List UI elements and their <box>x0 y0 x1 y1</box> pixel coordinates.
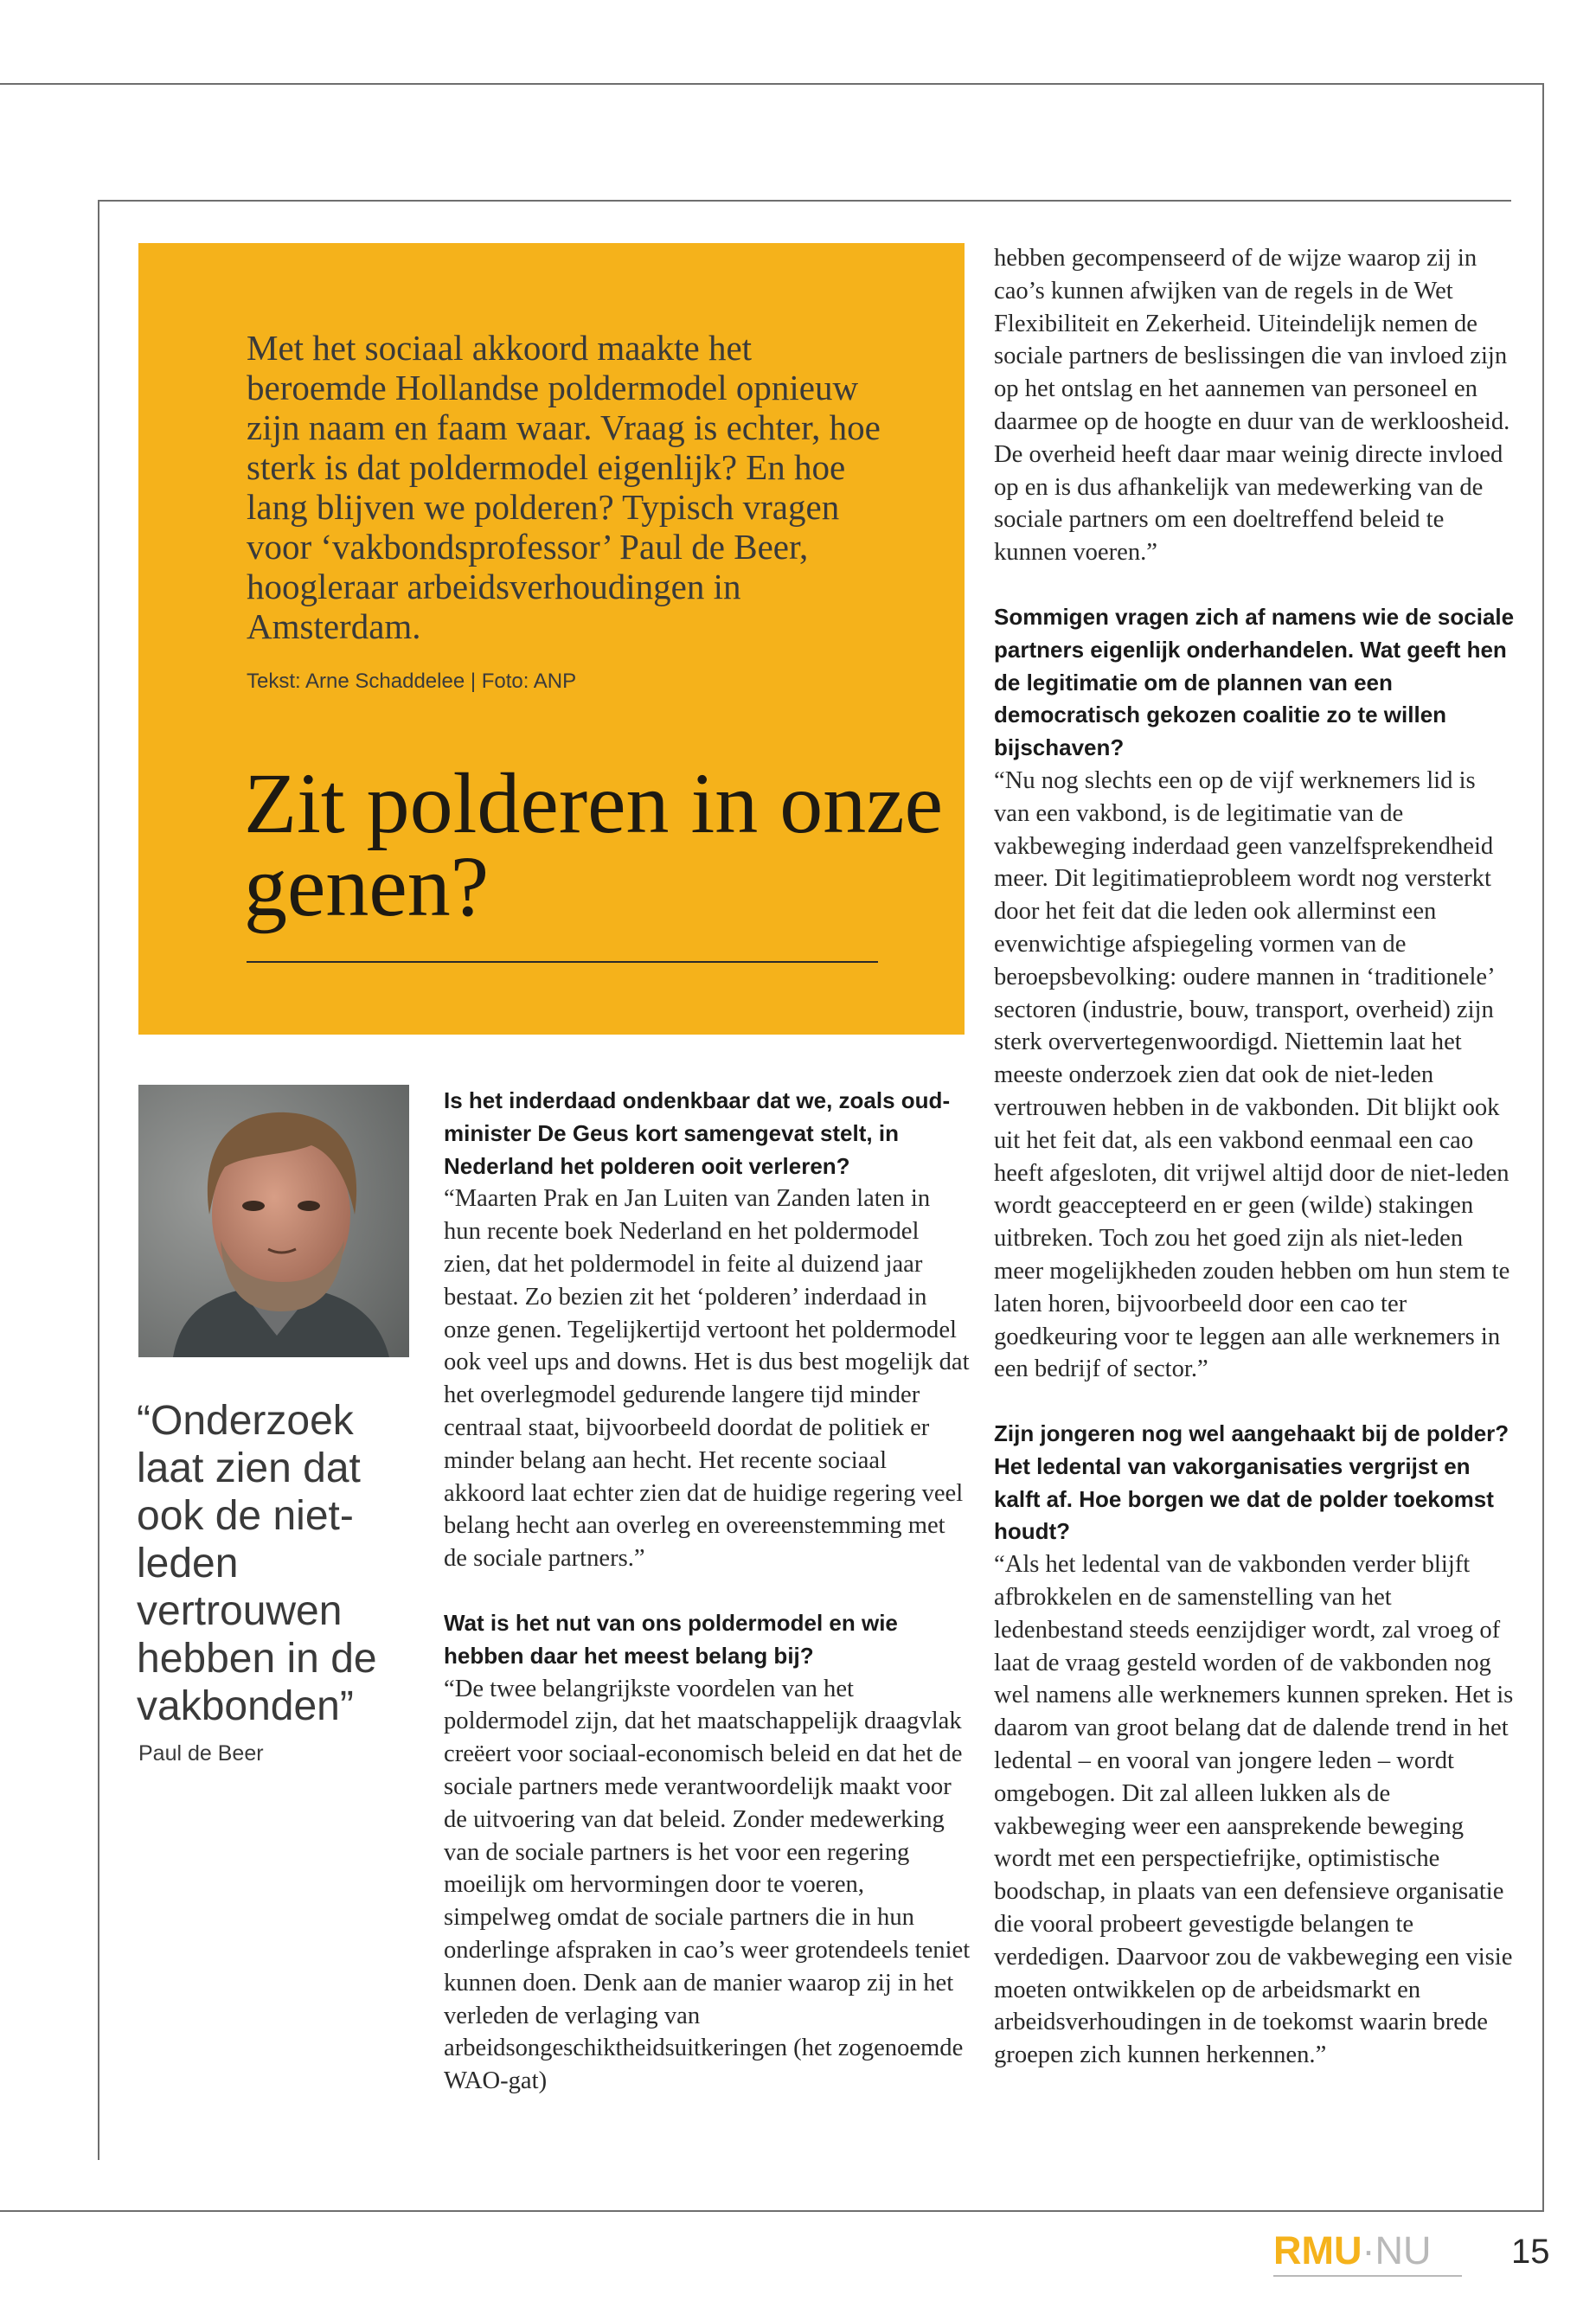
logo-underline <box>1273 2275 1462 2277</box>
logo-part-nu: NU <box>1375 2228 1432 2272</box>
interview-question: Zijn jongeren nog wel aangehaakt bij de polder? Het ledental van vakorganisaties vergrijst en kalft af. Hoe borgen we dat de polder toekomst houdt? <box>994 1420 1509 1545</box>
page-number: 15 <box>1511 2233 1550 2271</box>
interview-question: Is het inderdaad ondenkbaar dat we, zoals oud-minister De Geus kort samengevat stelt, in Nederland het polderen ooit verleren? <box>444 1087 951 1179</box>
frame-rule-right <box>1542 83 1544 2211</box>
frame-rule-left <box>98 200 99 2160</box>
headline-underline <box>247 961 878 963</box>
pull-quote: “Onderzoek laat zien dat ook de niet-leden vertrouwen hebben in de vakbonden” <box>137 1398 377 1729</box>
interview-answer-continued: hebben gecompenseerd of de wijze waarop zij in cao’s kunnen afwijken van de regels in de Wet Flexibiliteit en Zekerheid. Uiteindelijk nemen de sociale partners de beslissingen die van invloed zijn op het ontslag en het aannemen van personeel en daarmee op de hoogte en duur van de werkloosheid. De overheid heeft daar maar weinig directe invloed op en is dus afhankelijk van medewerking van de sociale partners om een doeltreffend beleid te kunnen voeren.” <box>994 245 1510 567</box>
interview-answer: “Nu nog slechts een op de vijf werknemers lid is van een vakbond, is de legitimatie van de vakbeweging inderdaad geen vanzelfsprekendheid meer. Dit legitimatieprobleem wordt nog versterkt door het feit dat die leden ook allerminst een evenwichtige afspiegeling vormen van de beroepsbevolking: oudere mannen in ‘traditionele’ sectoren (industrie, bouw, transport, overheid) zijn sterk oververtegenwoordigd. Niettemin laat het meeste onderzoek zien dat ook de niet-leden vertrouwen hebben in de vakbonden. Dit blijkt ook uit het feit dat, als een vakbond eenmaal een cao heeft afgesloten, dit vrijwel altijd door de niet-leden wordt geaccepteerd en er geen (wilde) stakingen uitbreken. Toch zou het goed zijn als niet-leden meer mogelijkheden zouden hebben om hun stem te laten horen, bijvoorbeeld door een cao ter goedkeuring voor te leggen aan alle werknemers in een bedrijf of sector.” <box>994 766 1510 1383</box>
frame-rule-top-inner <box>98 200 1511 202</box>
logo-dot: · <box>1362 2228 1375 2272</box>
interview-answer: “De twee belangrijkste voordelen van het poldermodel zijn, dat het maatschappelijk draagvlak creëert voor sociaal-economisch beleid en dat het de sociale partners mede verantwoordelijk maakt voor de uitvoering van dat beleid. Zonder medewerking van de sociale partners is het voor een regering moeilijk om hervormingen door te voeren, simpelweg omdat de sociale partners die in hun onderlinge afspraken in cao’s weer grotendeels teniet kunnen doen. Denk aan de manier waarop zij in het verleden de verlaging van arbeidsongeschiktheidsuitkeringen (het zogenoemde WAO-gat) <box>444 1675 971 2095</box>
interview-question: Wat is het nut van ons poldermodel en wie hebben daar het meest belang bij? <box>444 1609 898 1669</box>
frame-rule-top-outer <box>0 83 1544 85</box>
portrait-photo <box>138 1085 409 1357</box>
pull-quote-author: Paul de Beer <box>138 1741 264 1766</box>
article-headline: Zit polderen in onze genen? <box>244 755 944 934</box>
article-column-right <box>994 242 1515 2072</box>
logo-part-rmu: RMU <box>1273 2228 1362 2272</box>
frame-rule-bottom <box>0 2210 1544 2212</box>
interview-answer: “Maarten Prak en Jan Luiten van Zanden laten in hun recente boek Nederland en het poldermodel zien, dat het poldermodel in feite al duizend jaar bestaat. Zo bezien zit het ‘polderen’ inderdaad in onze genen. Tegelijkertijd vertoont het poldermodel ook veel ups and downs. Het is dus best mogelijk dat het overlegmodel gedurende langere tijd minder centraal staat, bijvoorbeeld doordat de politiek er minder belang aan hecht. Het recente sociaal akkoord laat echter zien dat de huidige regering veel belang hecht aan overleg en overeenstemming met de sociale partners.” <box>444 1185 970 1573</box>
intro-box <box>138 243 965 1035</box>
article-column-middle <box>444 1085 971 2098</box>
magazine-logo <box>1273 2229 1431 2272</box>
interview-answer: “Als het ledental van de vakbonden verder blijft afbrokkelen en de samenstelling van het ledenbestand steeds eenzijdiger wordt, zal vroeg of laat de vraag gesteld worden of de vakbonden nog wel namens alle werknemers kunnen spreken. Het is daarom van groot belang dat de dalende trend in het ledental – en vooral van jongere leden – wordt omgebogen. Dit zal alleen lukken als de vakbeweging weer een aansprekende beweging wordt met een perspectiefrijke, optimistische boodschap, in plaats van een defensieve organisatie die vooral probeert gevestigde belangen te verdedigen. Daarvoor zou de vakbeweging een visie moeten ontwikkelen op de arbeidsmarkt en arbeidsverhoudingen in de toekomst waarin brede groepen zich kunnen herkennen.” <box>994 1551 1514 2069</box>
author-credit: Tekst: Arne Schaddelee | Foto: ANP <box>247 670 577 693</box>
interview-question: Sommigen vragen zich af namens wie de sociale partners eigenlijk onderhandelen. Wat geeft hen de legitimatie om de plannen van een democratisch gekozen coalitie zo te willen bijschaven? <box>994 603 1515 761</box>
lede-text: Met het sociaal akkoord maakte het beroemde Hollandse poldermodel opnieuw zijn naam en faam waar. Vraag is echter, hoe sterk is dat poldermodel eigenlijk? En hoe lang blijven we polderen? Typisch vragen voor ‘vakbondsprofessor’ Paul de Beer, hoogleraar arbeidsverhoudingen in Amsterdam. <box>247 328 881 646</box>
